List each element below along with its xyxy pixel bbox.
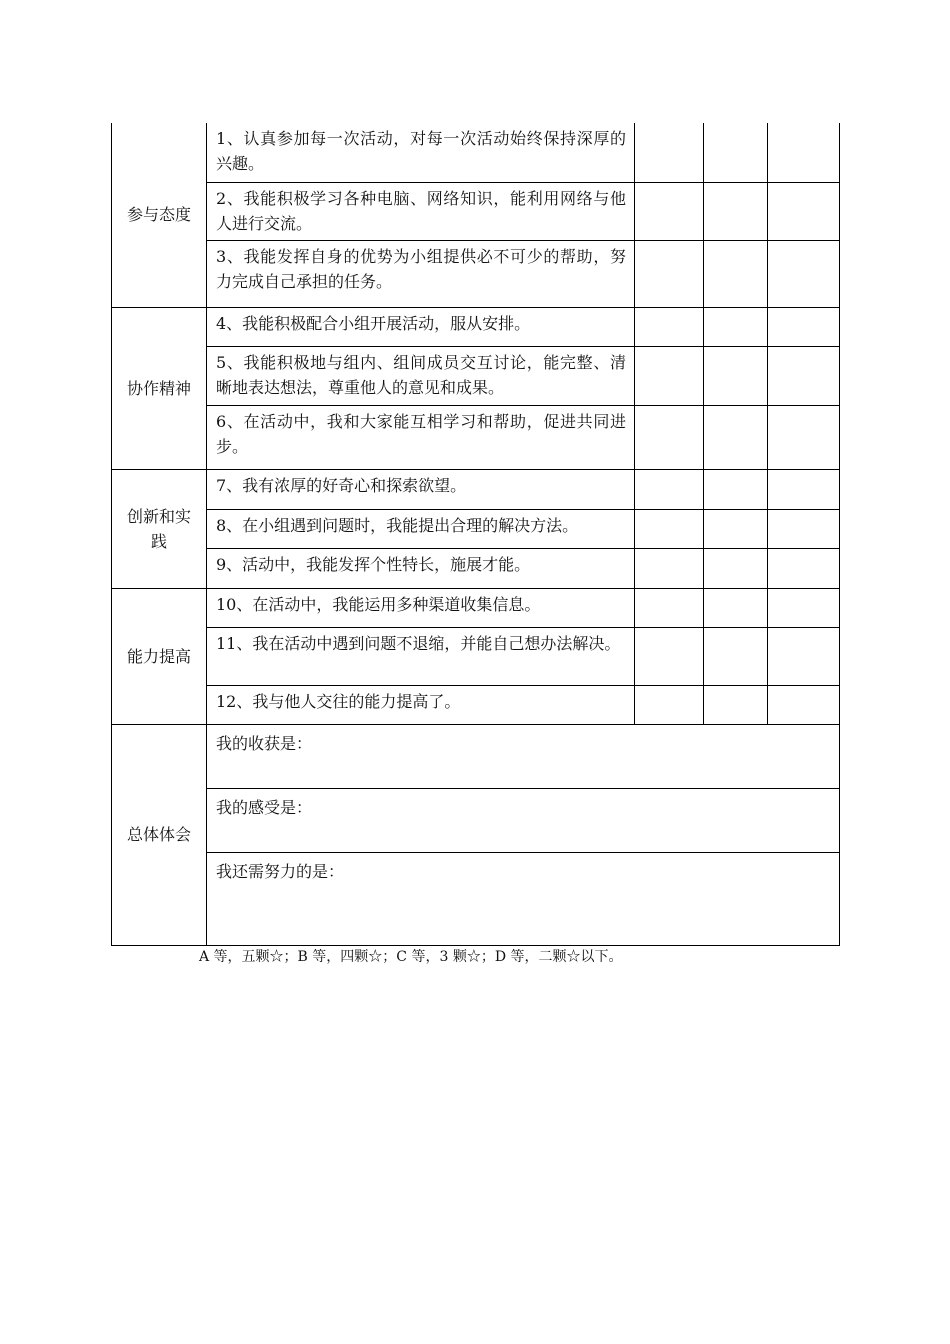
improvement-prompt: 我还需努力的是： bbox=[216, 861, 345, 881]
grade-cell[interactable] bbox=[635, 588, 704, 627]
category-label: 参与态度 bbox=[112, 123, 207, 307]
table-row bbox=[112, 123, 840, 182]
category-label: 协作精神 bbox=[112, 307, 207, 469]
criterion-text: 8、在小组遇到问题时，我能提出合理的解决方法。 bbox=[207, 509, 635, 548]
grade-cell[interactable] bbox=[635, 469, 704, 509]
grade-cell[interactable] bbox=[768, 469, 840, 509]
criterion-text: 5、我能积极地与组内、组间成员交互讨论，能完整、清晰地表达想法，尊重他人的意见和成果。 bbox=[207, 346, 635, 405]
criterion-text: 11、我在活动中遇到问题不退缩，并能自己想办法解决。 bbox=[207, 627, 635, 685]
grade-cell[interactable] bbox=[768, 548, 840, 588]
criterion-text: 12、我与他人交往的能力提高了。 bbox=[207, 685, 635, 724]
criterion-text: 3、我能发挥自身的优势为小组提供必不可少的帮助，努力完成自己承担的任务。 bbox=[207, 240, 635, 307]
grade-cell[interactable] bbox=[768, 123, 840, 182]
grade-cell[interactable] bbox=[768, 509, 840, 548]
grade-cell[interactable] bbox=[704, 509, 768, 548]
grade-cell[interactable] bbox=[635, 346, 704, 405]
harvest-prompt: 我的收获是： bbox=[216, 733, 313, 753]
grade-cell[interactable] bbox=[704, 182, 768, 240]
table-row bbox=[112, 240, 840, 307]
grade-cell[interactable] bbox=[704, 405, 768, 469]
grade-cell[interactable] bbox=[635, 240, 704, 307]
summary-label: 总体体会 bbox=[112, 724, 207, 945]
table-row bbox=[112, 724, 840, 788]
criterion-text: 2、我能积极学习各种电脑、网络知识，能利用网络与他人进行交流。 bbox=[207, 182, 635, 240]
grade-cell[interactable] bbox=[768, 685, 840, 724]
grade-cell[interactable] bbox=[635, 307, 704, 346]
grade-cell[interactable] bbox=[768, 307, 840, 346]
category-label: 创新和实践 bbox=[112, 469, 207, 588]
criterion-text: 9、活动中，我能发挥个性特长，施展才能。 bbox=[207, 548, 635, 588]
table-row bbox=[112, 346, 840, 405]
feeling-field[interactable] bbox=[207, 788, 840, 852]
grade-cell[interactable] bbox=[635, 405, 704, 469]
grade-cell[interactable] bbox=[635, 685, 704, 724]
grade-cell[interactable] bbox=[635, 123, 704, 182]
table-row bbox=[112, 788, 840, 852]
criterion-text: 6、在活动中，我和大家能互相学习和帮助，促进共同进步。 bbox=[207, 405, 635, 469]
grade-cell[interactable] bbox=[704, 627, 768, 685]
table-row bbox=[112, 182, 840, 240]
harvest-field[interactable] bbox=[207, 724, 840, 788]
table-row bbox=[112, 405, 840, 469]
grade-cell[interactable] bbox=[635, 509, 704, 548]
grade-cell[interactable] bbox=[704, 240, 768, 307]
grade-cell[interactable] bbox=[768, 346, 840, 405]
grade-cell[interactable] bbox=[635, 548, 704, 588]
feeling-prompt: 我的感受是： bbox=[216, 797, 313, 817]
grade-cell[interactable] bbox=[704, 346, 768, 405]
grade-cell[interactable] bbox=[768, 405, 840, 469]
grade-cell[interactable] bbox=[768, 627, 840, 685]
criterion-text: 4、我能积极配合小组开展活动，服从安排。 bbox=[207, 307, 635, 346]
category-label: 能力提高 bbox=[112, 588, 207, 724]
grade-cell[interactable] bbox=[704, 123, 768, 182]
grade-cell[interactable] bbox=[704, 588, 768, 627]
improvement-field[interactable] bbox=[207, 852, 840, 945]
grade-cell[interactable] bbox=[704, 685, 768, 724]
grade-cell[interactable] bbox=[768, 240, 840, 307]
grade-cell[interactable] bbox=[704, 548, 768, 588]
table-row bbox=[112, 509, 840, 548]
table-row bbox=[112, 627, 840, 685]
criterion-text: 7、我有浓厚的好奇心和探索欲望。 bbox=[207, 469, 635, 509]
table-row bbox=[112, 548, 840, 588]
grade-cell[interactable] bbox=[768, 588, 840, 627]
table-row bbox=[112, 685, 840, 724]
table-row bbox=[112, 469, 840, 509]
criterion-text: 10、在活动中，我能运用多种渠道收集信息。 bbox=[207, 588, 635, 627]
grade-cell[interactable] bbox=[768, 182, 840, 240]
grade-cell[interactable] bbox=[635, 627, 704, 685]
grade-cell[interactable] bbox=[704, 307, 768, 346]
grade-cell[interactable] bbox=[704, 469, 768, 509]
table-row bbox=[112, 307, 840, 346]
grading-footnote: A 等，五颗☆；B 等，四颗☆；C 等，3 颗☆；D 等，二颗☆以下。 bbox=[199, 949, 623, 965]
table-row bbox=[112, 588, 840, 627]
grade-cell[interactable] bbox=[635, 182, 704, 240]
evaluation-table bbox=[111, 123, 840, 946]
criterion-text: 1、认真参加每一次活动，对每一次活动始终保持深厚的兴趣。 bbox=[207, 123, 635, 182]
table-row bbox=[112, 852, 840, 945]
